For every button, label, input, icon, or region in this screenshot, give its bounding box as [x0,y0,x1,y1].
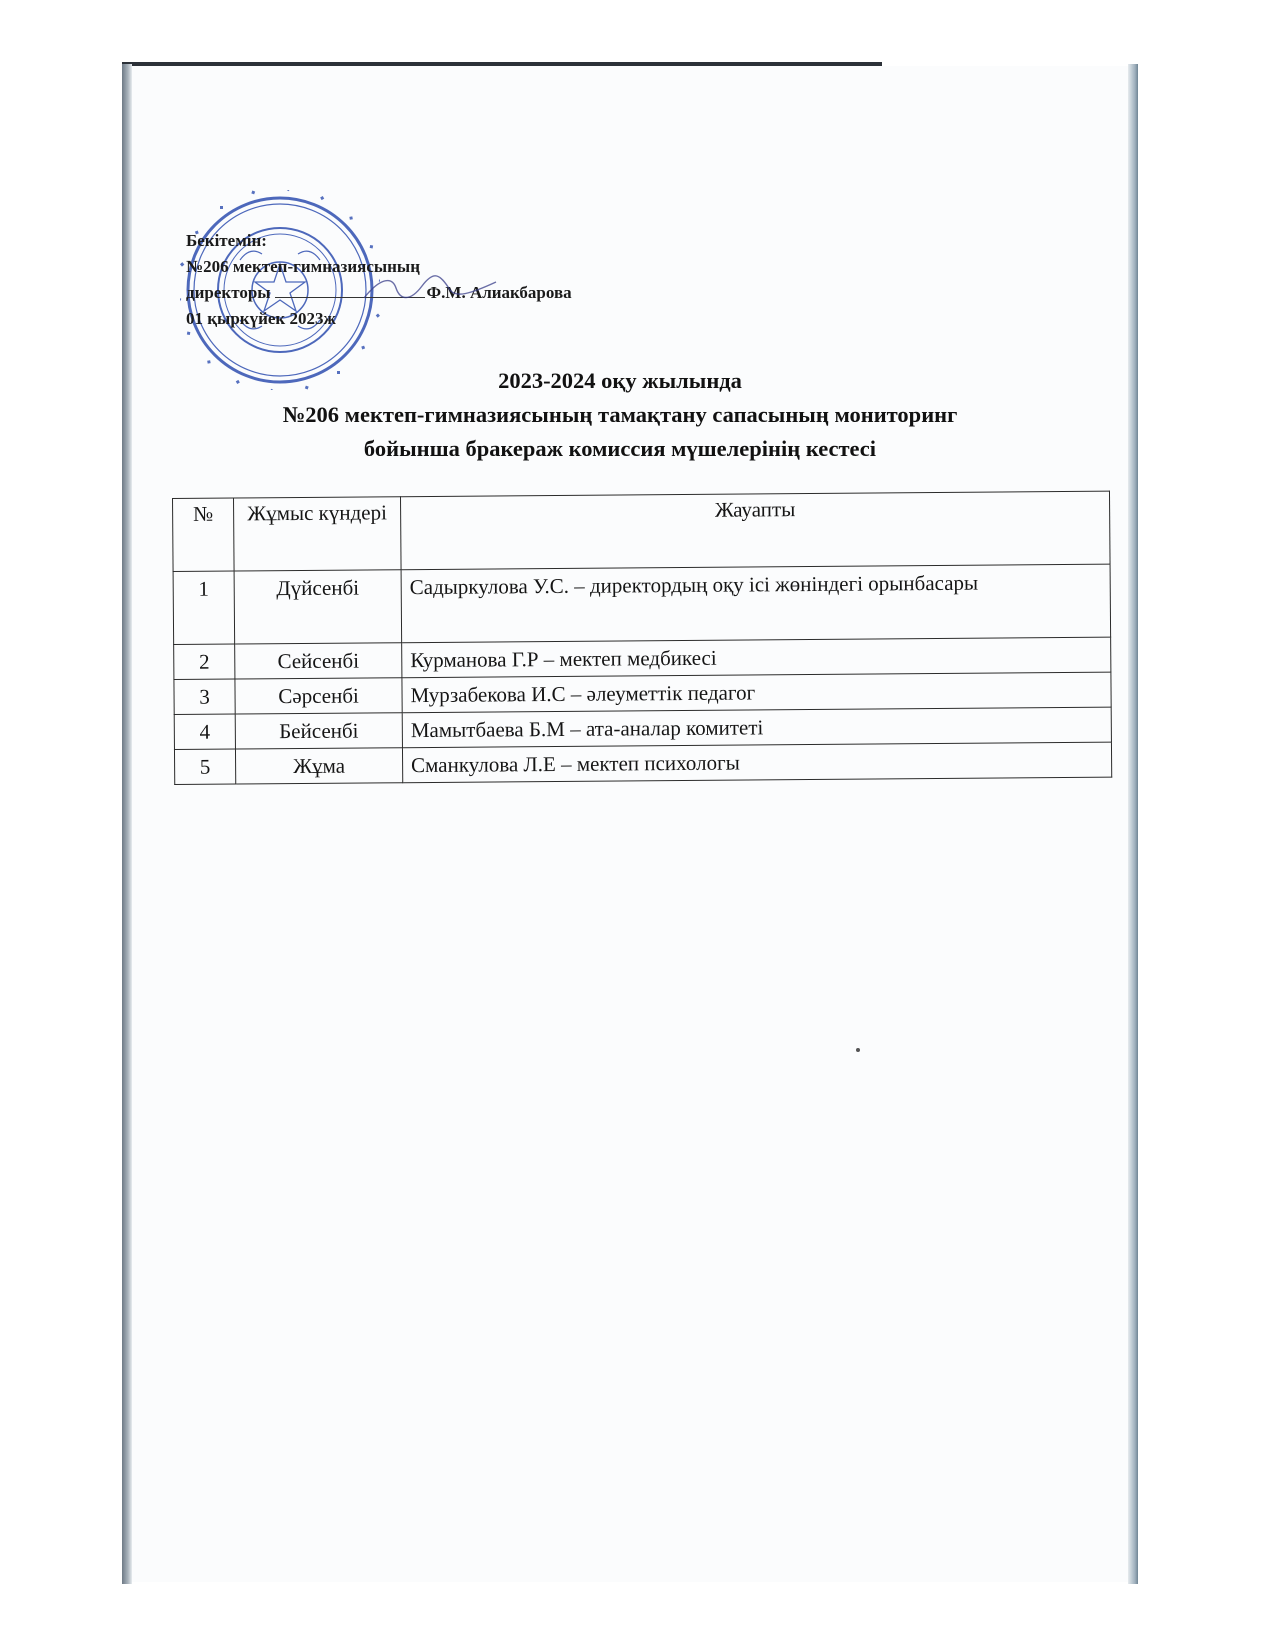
row-number: 3 [174,679,235,714]
title-line-2: №206 мектеп-гимназиясының тамақтану сапасының мониторинг [282,402,958,427]
row-responsible: Садыркулова У.С. – директордың оқу ісі жөніндегі орынбасары [401,564,1111,643]
handwritten-signature [360,268,500,308]
director-name: Ф.М. Алиакбарова [426,283,572,302]
header-responsible: Жауапты [400,491,1110,570]
table-row [174,742,1111,784]
row-day: Жұма [235,748,402,784]
title-line-3: бойынша бракераж комиссия мүшелерінің кестесі [363,436,877,461]
row-responsible: Сманкулова Л.Е – мектеп психологы [402,742,1111,783]
row-responsible: Курманова Г.Р – мектеп медбикесі [402,637,1111,678]
scan-speck [856,1048,860,1052]
row-responsible: Мамытбаева Б.М – ата-аналар комитеті [402,707,1111,748]
header-number: № [173,498,235,571]
commission-schedule-table [172,491,1112,785]
row-number: 4 [174,714,235,749]
row-number: 2 [174,644,235,679]
document-title [180,364,1060,466]
row-day: Бейсенбі [235,713,402,749]
approval-line-1: Бекітемін: [186,231,267,250]
title-line-1: 2023-2024 оқу жылында [498,368,742,393]
scan-edge-left [122,64,132,1584]
approval-date: 01 қыркүйек 2023ж [186,309,336,328]
scan-edge-right [1128,64,1138,1584]
approval-line-2: №206 мектеп-гимназиясының [186,257,420,276]
row-responsible: Мурзабекова И.С – әлеуметтік педагог [402,672,1111,713]
row-day: Сәрсенбі [235,678,402,714]
header-work-days: Жұмыс күндері [234,497,402,571]
director-label: директоры [186,283,271,302]
row-day: Сейсенбі [235,643,402,679]
table-row [173,564,1111,644]
row-day: Дүйсенбі [234,570,402,644]
table-header-row [173,491,1111,571]
row-number: 1 [173,571,235,644]
row-number: 5 [174,749,235,784]
